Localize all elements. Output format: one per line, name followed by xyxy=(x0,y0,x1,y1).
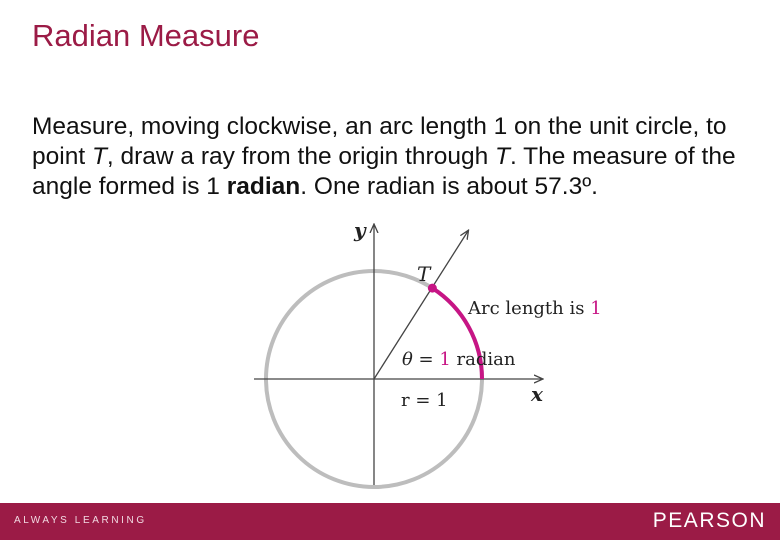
angle-unit: radian xyxy=(450,349,516,370)
body-text-part3: . The measure of the angle formed is 1 xyxy=(32,143,736,200)
footer-tagline: ALWAYS LEARNING xyxy=(14,515,147,526)
arc-length-text: Arc length is xyxy=(468,298,591,319)
angle-label xyxy=(402,349,516,370)
slide-body xyxy=(32,112,752,202)
x-axis-label: x xyxy=(531,382,543,406)
footer-bar xyxy=(0,503,780,540)
slide-title: Radian Measure xyxy=(32,18,260,53)
y-axis-label: y xyxy=(354,218,366,242)
pearson-logo: PEARSON xyxy=(652,509,766,532)
angle-theta: θ = xyxy=(402,349,440,370)
point-t-ref: T xyxy=(495,143,510,170)
radius-label: r = 1 xyxy=(401,390,448,411)
body-text-part2: , draw a ray from the origin through xyxy=(106,143,496,170)
unit-circle-diagram xyxy=(250,215,602,495)
point-t-ref: T xyxy=(91,143,107,170)
body-text-part4: . One radian is about 57.3º. xyxy=(300,173,598,200)
unit-circle-svg xyxy=(250,215,602,495)
point-t-label: T xyxy=(417,262,431,286)
body-text-part1: Measure, moving clockwise, an arc length 1 on the unit circle, to point xyxy=(32,113,727,170)
radian-term: radian xyxy=(226,173,301,200)
arc-length-value: 1 xyxy=(590,298,602,319)
angle-value: 1 xyxy=(439,349,451,370)
arc-length-label xyxy=(467,298,602,319)
